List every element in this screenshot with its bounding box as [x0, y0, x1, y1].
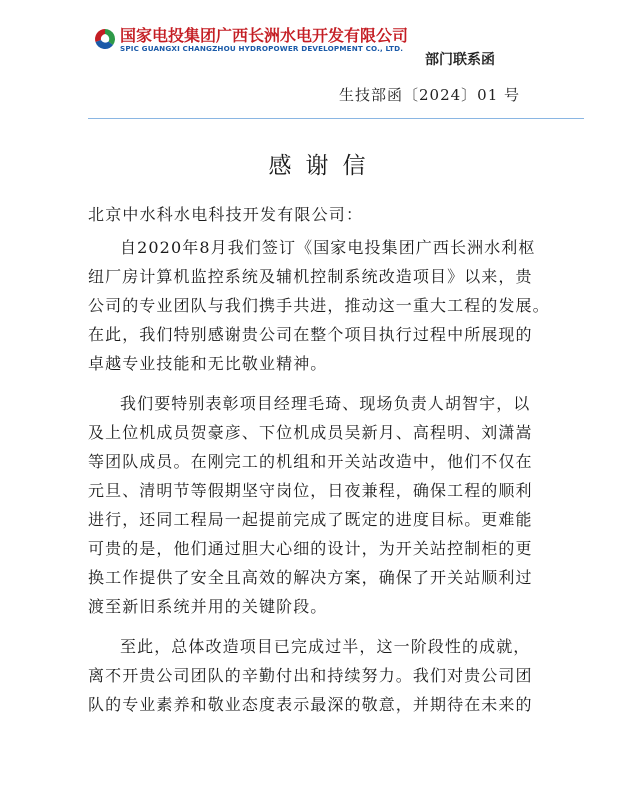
- header-divider: [88, 118, 584, 119]
- paragraph-3: [88, 632, 584, 719]
- text-line: 进行，还同工程局一起提前完成了既定的进度目标。更难能: [88, 510, 533, 529]
- letter-body: [88, 200, 584, 730]
- document-type: 部门联系函: [425, 52, 495, 68]
- company-name-en: SPIC GUANGXI CHANGZHOU HYDROPOWER DEVELOPMENT CO., LTD.: [120, 44, 404, 53]
- text-line: 公司的专业团队与我们携手共进，推动这一重大工程的发展。: [88, 296, 550, 315]
- text-line: 自2020年8月我们签订《国家电投集团广西长洲水利枢: [120, 238, 536, 257]
- text-line: 纽厂房计算机监控系统及辅机控制系统改造项目》以来，贵: [88, 267, 533, 286]
- text-line: 队的专业素养和敬业态度表示最深的敬意，并期待在未来的: [88, 695, 533, 714]
- text-line: 渡至新旧系统并用的关键阶段。: [88, 597, 328, 616]
- document-number: 生技部函〔2024〕01 号: [339, 86, 521, 104]
- text-line: 换工作提供了安全且高效的解决方案，确保了开关站顺利过: [88, 568, 533, 587]
- letterhead: [0, 0, 640, 120]
- company-name-cn: 国家电投集团广西长洲水电开发有限公司: [120, 26, 409, 45]
- text-line: 至此，总体改造项目已完成过半，这一阶段性的成就，: [120, 637, 531, 656]
- text-line: 卓越专业技能和无比敬业精神。: [88, 354, 328, 373]
- text-line: 元旦、清明节等假期坚守岗位，日夜兼程，确保工程的顺利: [88, 481, 533, 500]
- text-line: 我们要特别表彰项目经理毛琦、现场负责人胡智宇，以: [120, 394, 531, 413]
- text-line: 及上位机成员贺豪彦、下位机成员吴新月、高程明、刘潇嵩: [88, 423, 533, 442]
- paragraph-2: [88, 389, 584, 621]
- text-line: 在此，我们特别感谢贵公司在整个项目执行过程中所展现的: [88, 325, 533, 344]
- salutation: 北京中水科水电科技开发有限公司：: [88, 205, 364, 224]
- text-line: 离不开贵公司团队的辛勤付出和持续努力。我们对贵公司团: [88, 666, 533, 685]
- spic-logo-icon: [94, 28, 116, 50]
- text-line: 等团队成员。在刚完工的机组和开关站改造中，他们不仅在: [88, 452, 533, 471]
- text-line: 可贵的是，他们通过胆大心细的设计，为开关站控制柜的更: [88, 539, 533, 558]
- letter-title: 感谢信: [268, 153, 380, 179]
- paragraph-1: [88, 233, 584, 378]
